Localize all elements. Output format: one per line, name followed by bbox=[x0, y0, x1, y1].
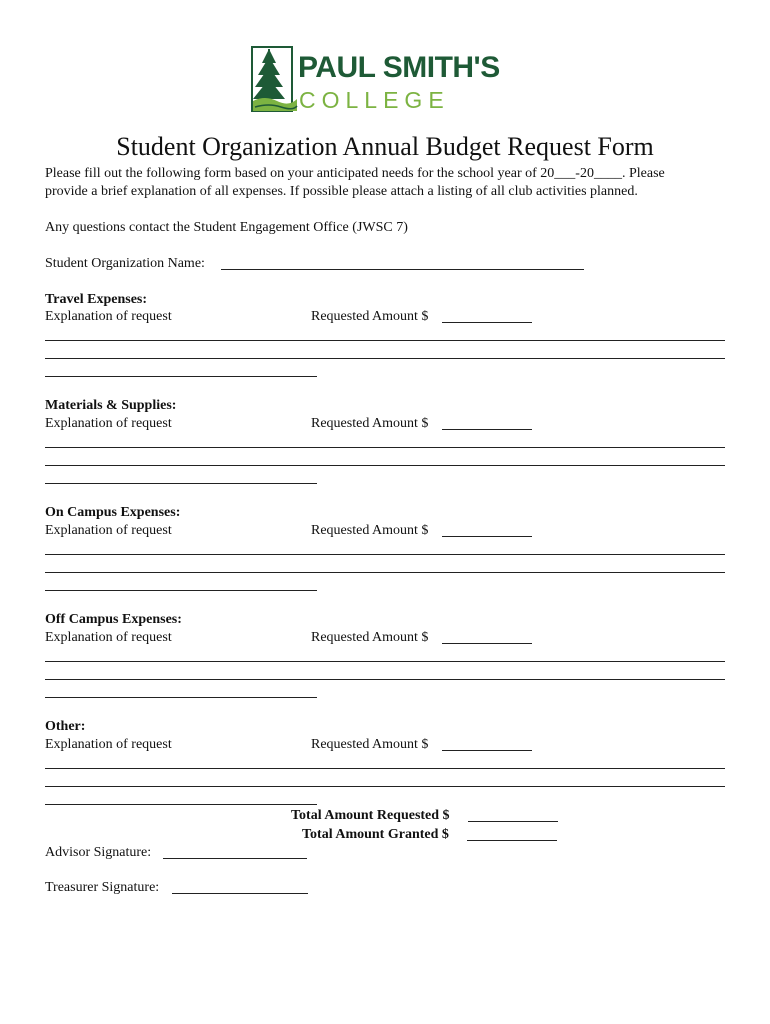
logo-text-college: COLLEGE bbox=[299, 87, 450, 113]
off-campus-explanation-label: Explanation of request bbox=[45, 630, 172, 645]
materials-explanation-line-2[interactable] bbox=[45, 465, 725, 466]
other-explanation-line-1[interactable] bbox=[45, 768, 725, 769]
total-requested-label: Total Amount Requested $ bbox=[291, 808, 450, 823]
off-campus-explanation-line-1[interactable] bbox=[45, 661, 725, 662]
travel-explanation-label: Explanation of request bbox=[45, 309, 172, 324]
off-campus-amount-field[interactable] bbox=[442, 643, 532, 644]
travel-explanation-line-3[interactable] bbox=[45, 376, 317, 377]
other-amount-field[interactable] bbox=[442, 750, 532, 751]
other-explanation-line-3[interactable] bbox=[45, 804, 317, 805]
treasurer-signature-label: Treasurer Signature: bbox=[45, 880, 160, 895]
advisor-signature-label: Advisor Signature: bbox=[45, 845, 152, 860]
on-campus-explanation-line-1[interactable] bbox=[45, 554, 725, 555]
total-granted-label: Total Amount Granted $ bbox=[302, 827, 449, 842]
section-heading-on-campus: On Campus Expenses: bbox=[45, 505, 181, 520]
pine-tree-logo-icon bbox=[251, 45, 299, 115]
on-campus-explanation-line-3[interactable] bbox=[45, 590, 317, 591]
materials-explanation-label: Explanation of request bbox=[45, 416, 172, 431]
section-heading-travel: Travel Expenses: bbox=[45, 292, 148, 307]
total-requested-field[interactable] bbox=[468, 821, 558, 822]
advisor-signature-field[interactable] bbox=[163, 858, 307, 859]
intro-line-2: provide a brief explanation of all expenses. If possible please attach a listing of all club activities planned. bbox=[45, 184, 638, 199]
contact-note: Any questions contact the Student Engagement Office (JWSC 7) bbox=[45, 220, 408, 235]
paul-smiths-college-logo bbox=[251, 45, 521, 117]
logo-text-paul-smiths: PAUL SMITH'S bbox=[298, 51, 500, 84]
intro-line-1: Please fill out the following form based on your anticipated needs for the school year of 20___-20____. Please bbox=[45, 166, 665, 181]
on-campus-explanation-line-2[interactable] bbox=[45, 572, 725, 573]
materials-amount-field[interactable] bbox=[442, 429, 532, 430]
travel-amount-label: Requested Amount $ bbox=[311, 309, 429, 324]
organization-name-label: Student Organization Name: bbox=[45, 256, 205, 271]
materials-explanation-line-1[interactable] bbox=[45, 447, 725, 448]
materials-explanation-line-3[interactable] bbox=[45, 483, 317, 484]
travel-amount-field[interactable] bbox=[442, 322, 532, 323]
off-campus-explanation-line-3[interactable] bbox=[45, 697, 317, 698]
other-explanation-line-2[interactable] bbox=[45, 786, 725, 787]
on-campus-amount-field[interactable] bbox=[442, 536, 532, 537]
off-campus-amount-label: Requested Amount $ bbox=[311, 630, 429, 645]
treasurer-signature-field[interactable] bbox=[172, 893, 308, 894]
other-explanation-label: Explanation of request bbox=[45, 737, 172, 752]
section-heading-materials: Materials & Supplies: bbox=[45, 398, 177, 413]
travel-explanation-line-2[interactable] bbox=[45, 358, 725, 359]
off-campus-explanation-line-2[interactable] bbox=[45, 679, 725, 680]
section-heading-off-campus: Off Campus Expenses: bbox=[45, 612, 182, 627]
on-campus-explanation-label: Explanation of request bbox=[45, 523, 172, 538]
travel-explanation-line-1[interactable] bbox=[45, 340, 725, 341]
other-amount-label: Requested Amount $ bbox=[311, 737, 429, 752]
organization-name-field[interactable] bbox=[221, 269, 584, 270]
total-granted-field[interactable] bbox=[467, 840, 557, 841]
form-title: Student Organization Annual Budget Request Form bbox=[116, 132, 654, 161]
section-heading-other: Other: bbox=[45, 719, 86, 734]
materials-amount-label: Requested Amount $ bbox=[311, 416, 429, 431]
on-campus-amount-label: Requested Amount $ bbox=[311, 523, 429, 538]
